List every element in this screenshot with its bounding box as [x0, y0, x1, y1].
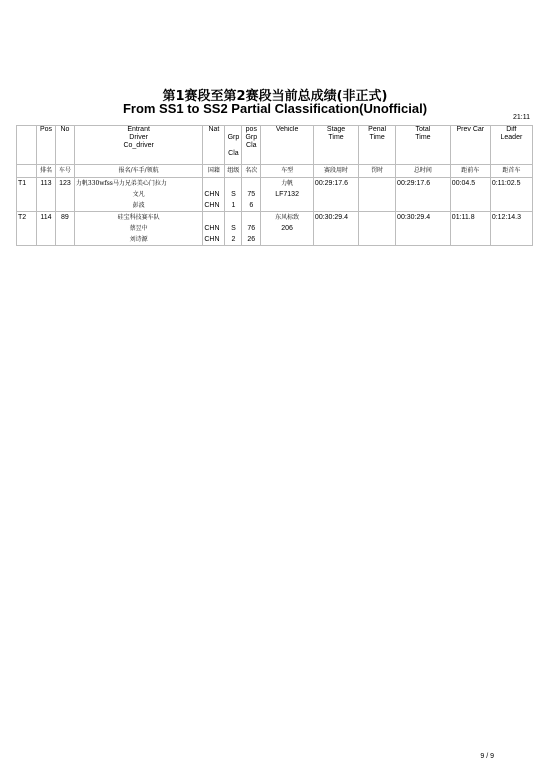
row-penal-time	[359, 178, 396, 212]
header-entrant: Entrant Driver Co_driver	[74, 126, 202, 165]
row-tag: T1	[17, 178, 37, 212]
header-pos-grp: pos Grp Cla	[242, 126, 261, 165]
row-total-time: 00:29:17.6	[396, 178, 451, 212]
codriver-name: 彭波	[132, 202, 145, 209]
row-no: 89	[55, 212, 74, 246]
header-cn-nat: 国籍	[203, 165, 225, 178]
table-row	[17, 212, 533, 246]
header-total-time: Total Time	[396, 126, 451, 165]
row-prev-car: 01:11.8	[450, 212, 490, 246]
row-diff-leader: 0:12:14.3	[490, 212, 532, 246]
row-pos: 113	[37, 178, 56, 212]
row-nat: CHN CHN	[203, 178, 225, 212]
row-vehicle: 力帆 LF7132	[261, 178, 314, 212]
row-pos-grp: 75 6	[242, 178, 261, 212]
header-cn-tag	[17, 165, 37, 178]
header-nat: Nat	[203, 126, 225, 165]
header-tag	[17, 126, 37, 165]
header-cn-stage: 赛段用时	[313, 165, 358, 178]
row-grp: S 1	[225, 178, 242, 212]
table-row	[17, 178, 533, 212]
page-title-cn: 第1赛段至第2赛段当前总成绩(非正式)	[162, 89, 388, 104]
header-cn-total: 总时间	[396, 165, 451, 178]
row-nat: CHN CHN	[203, 212, 225, 246]
header-cn-vehicle: 车型	[261, 165, 314, 178]
header-row-cn	[17, 165, 533, 178]
codriver-name: 刘诗源	[129, 236, 148, 243]
header-cn-diff: 距首车	[490, 165, 532, 178]
row-total-time: 00:30:29.4	[396, 212, 451, 246]
header-no: No	[55, 126, 74, 165]
page-title-en: From SS1 to SS2 Partial Classification(Unofficial)	[122, 101, 428, 116]
row-entrant	[74, 178, 202, 212]
header-diff-leader: Diff Leader	[490, 126, 532, 165]
header-cn-entrant: 报名/车手/领航	[74, 165, 202, 178]
classification-table	[16, 125, 533, 246]
header-stage-time: Stage Time	[313, 126, 358, 165]
driver-name: 蔡昱中	[129, 225, 148, 232]
header-row-en	[17, 126, 533, 165]
entrant-name: 硅宝科技赛车队	[117, 214, 160, 221]
header-penal-time: Penal Time	[359, 126, 396, 165]
row-stage-time: 00:29:17.6	[313, 178, 358, 212]
header-cn-prevcar: 距前车	[450, 165, 490, 178]
row-grp: S 2	[225, 212, 242, 246]
header-cn-grp: 组级	[225, 165, 242, 178]
row-tag: T2	[17, 212, 37, 246]
row-penal-time	[359, 212, 396, 246]
row-stage-time: 00:30:29.4	[313, 212, 358, 246]
header-pos: Pos	[37, 126, 56, 165]
row-no: 123	[55, 178, 74, 212]
header-cn-no: 车号	[55, 165, 74, 178]
header-grp: Grp Cla	[225, 126, 242, 165]
row-pos: 114	[37, 212, 56, 246]
row-diff-leader: 0:11:02.5	[490, 178, 532, 212]
row-vehicle: 东风标致 206	[261, 212, 314, 246]
header-cn-penal: 罚时	[359, 165, 396, 178]
driver-name: 文凡	[132, 191, 145, 198]
row-entrant	[74, 212, 202, 246]
header-vehicle: Vehicle	[261, 126, 314, 165]
page-number: 9 / 9	[480, 753, 494, 760]
entrant-name: 力帆330wfss马力兄弟美心门拉力	[75, 180, 167, 187]
header-prev-car: Prev Car	[450, 126, 490, 165]
header-cn-pos-grp: 名次	[242, 165, 261, 178]
report-time: 21:11	[513, 114, 530, 121]
header-cn-pos: 排名	[37, 165, 56, 178]
row-prev-car: 00:04.5	[450, 178, 490, 212]
row-pos-grp: 76 26	[242, 212, 261, 246]
